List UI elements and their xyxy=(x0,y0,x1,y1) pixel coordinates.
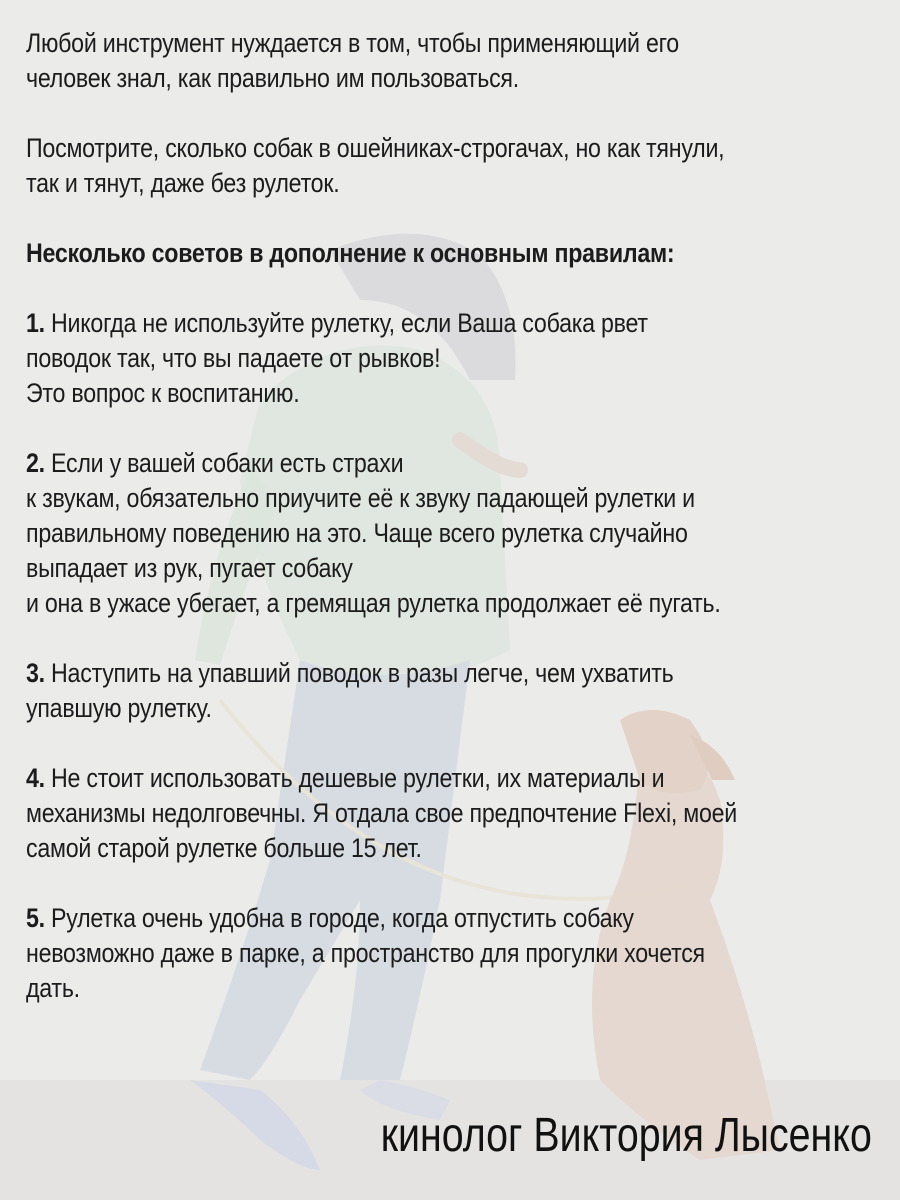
tip-number: 1. xyxy=(26,308,45,338)
tip-number: 4. xyxy=(26,763,45,793)
intro-paragraph-2: Посмотрите, сколько собак в ошейниках-строгачах, но как тянули, так и тянут, даже без рулеток. xyxy=(26,133,725,198)
tip-1 xyxy=(26,306,886,411)
intro-paragraph-1: Любой инструмент нуждается в том, чтобы применяющий его человек знал, как правильно им пользоваться. xyxy=(26,28,679,93)
tip-text: Наступить на упавший поводок в разы легче, чем ухватить упавшую рулетку. xyxy=(26,658,674,723)
tip-number: 2. xyxy=(26,448,45,478)
tip-number: 3. xyxy=(26,658,45,688)
tip-text: Если у вашей собаки есть страхи к звукам, обязательно приучите её к звуку падающей рулетки и правильному поведению на это. Чаще всего рулетка случайно выпадает из рук, пугает собаку и она в ужасе убегает, а гремящая рулетка продолжает её пугать. xyxy=(26,448,721,618)
author-signature: кинолог Виктория Лысенко xyxy=(380,1109,872,1162)
tip-number: 5. xyxy=(26,903,45,933)
article-body xyxy=(26,26,886,1041)
tip-text: Рулетка очень удобна в городе, когда отпустить собаку невозможно даже в парке, а пространство для прогулки хочется дать. xyxy=(26,903,705,1003)
tip-3 xyxy=(26,656,886,726)
tip-4 xyxy=(26,761,886,866)
tips-heading: Несколько советов в дополнение к основным правилам: xyxy=(26,238,675,268)
tip-text: Не стоит использовать дешевые рулетки, их материалы и механизмы недолговечны. Я отдала свое предпочтение Flexi, моей самой старой рулетке больше 15 лет. xyxy=(26,763,737,863)
tip-2 xyxy=(26,446,886,621)
tip-5 xyxy=(26,901,886,1006)
tip-text: Никогда не используйте рулетку, если Ваша собака рвет поводок так, что вы падаете от рывков! Это вопрос к воспитанию. xyxy=(26,308,648,408)
